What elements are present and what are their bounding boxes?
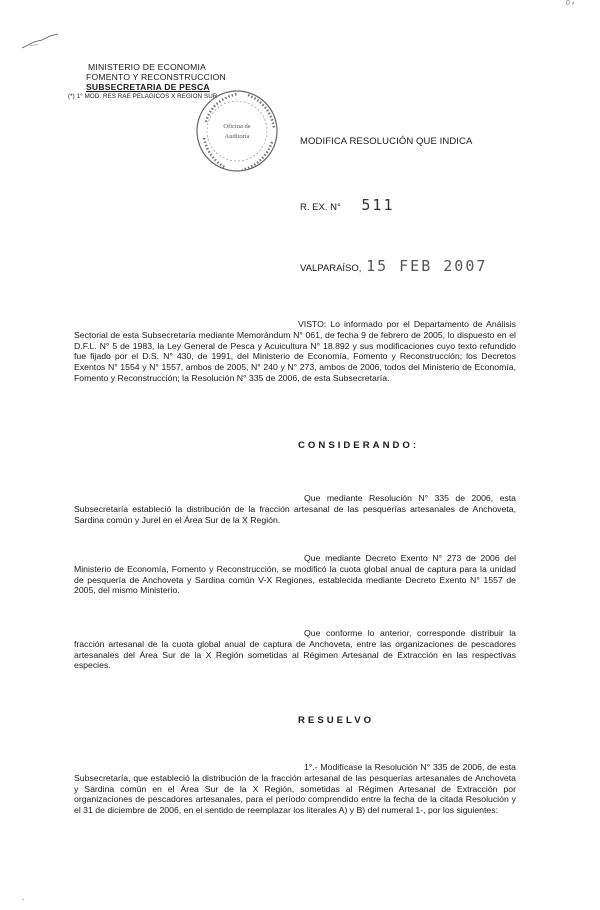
document-reference: (*) 1° MOD. RES RAE PELAGICOS X REGION SUR	[68, 93, 218, 100]
rex-label: R. EX. N°	[300, 202, 341, 213]
considerando-paragraph-1	[74, 493, 516, 525]
stamp-line-1: Oficina de	[223, 123, 251, 130]
considerando-paragraph-2	[74, 553, 516, 596]
resuelvo-1-text: 1°.- Modifícase la Resolución N° 335 de 2006, de esta Subsecretaría, que estableció la distribución de la fracción artesanal de las pesquerías artesanales de Anchoveta y Sardina común en el Área Sur de la X Región, sometidas al Régimen Artesanal de Extracción por organizaciones de pescadores artesanales, para el período comprendido entre la fecha de la citada Resolución y el 31 de diciembre de 2006, en el sentido de reemplazar los literales A) y B) del numeral 1-, por los siguientes:	[74, 762, 516, 816]
resuelvo-heading: RESUELVO	[298, 715, 375, 726]
considerando-2-text: Que mediante Decreto Exento N° 273 de 2006 del Ministerio de Economía, Fomento y Reconstrucción, se modificó la cuota global anual de captura para la unidad de pesquería de Anchoveta y Sardina común V-X Regiones, establecida mediante Decreto Exento N° 1557 de 2005, del mismo Ministerio.	[74, 553, 516, 596]
corner-mark: 0 ⸗	[566, 0, 575, 7]
considerando-1-text: Que mediante Resolución N° 335 de 2006, esta Subsecretaría estableció la distribución de la fracción artesanal de las pesquerías artesanales de Anchoveta, Sardina común y Jurel en el Área Sur de la X Región.	[74, 493, 516, 525]
handwritten-mark	[20, 30, 60, 52]
office-seal-stamp	[192, 86, 282, 176]
ministry-subname: FOMENTO Y RECONSTRUCCION	[86, 72, 226, 82]
footer-mark: -	[22, 897, 25, 904]
document-date	[300, 257, 487, 275]
visto-text: VISTO: Lo informado por el Departamento de Análisis Sectorial de esta Subsecretaría mediante Memorándum N° 061, de fecha 9 de febrero de 2005, lo dispuesto en el D.F.L. N° 5 de 1983, la Ley General de Pesca y Acuicultura N° 18.892 y sus modificaciones cuyo texto refundido fue fijado por el D.S. N° 430, de 1991, del Ministerio de Economía, Fomento y Reconstrucción; los Decretos Exentos N° 1554 y N° 1557, ambos de 2005, N° 240 y N° 273, ambos de 2006, todos del Ministerio de Economía, Fomento y Reconstrucción; la Resolución N° 335 de 2006, de esta Subsecretaría.	[74, 319, 516, 383]
stamp-line-2: Auditoría	[224, 133, 250, 140]
considerando-3-text: Que conforme lo anterior, corresponde distribuir la fracción artesanal de la cuota global anual de captura de Anchoveta, entre las organizaciones de pescadores artesanales del Área Sur de la X Región sometidas al Régimen Artesanal de Extracción en las respectivas especies.	[74, 628, 516, 671]
visto-paragraph	[74, 319, 516, 384]
resolution-number	[300, 196, 395, 214]
considerando-heading: CONSIDERANDO:	[298, 440, 420, 451]
subsecretaria-name: SUBSECRETARIA DE PESCA	[86, 82, 210, 92]
resuelvo-paragraph-1	[74, 762, 516, 816]
document-subject: MODIFICA RESOLUCIÓN QUE INDICA	[300, 136, 473, 147]
date-place: VALPARAÍSO,	[300, 263, 362, 274]
ministry-name: MINISTERIO DE ECONOMIA	[88, 62, 207, 72]
considerando-paragraph-3	[74, 628, 516, 671]
rex-number: 511	[361, 196, 395, 214]
date-stamp: 15 FEB 2007	[366, 257, 488, 275]
